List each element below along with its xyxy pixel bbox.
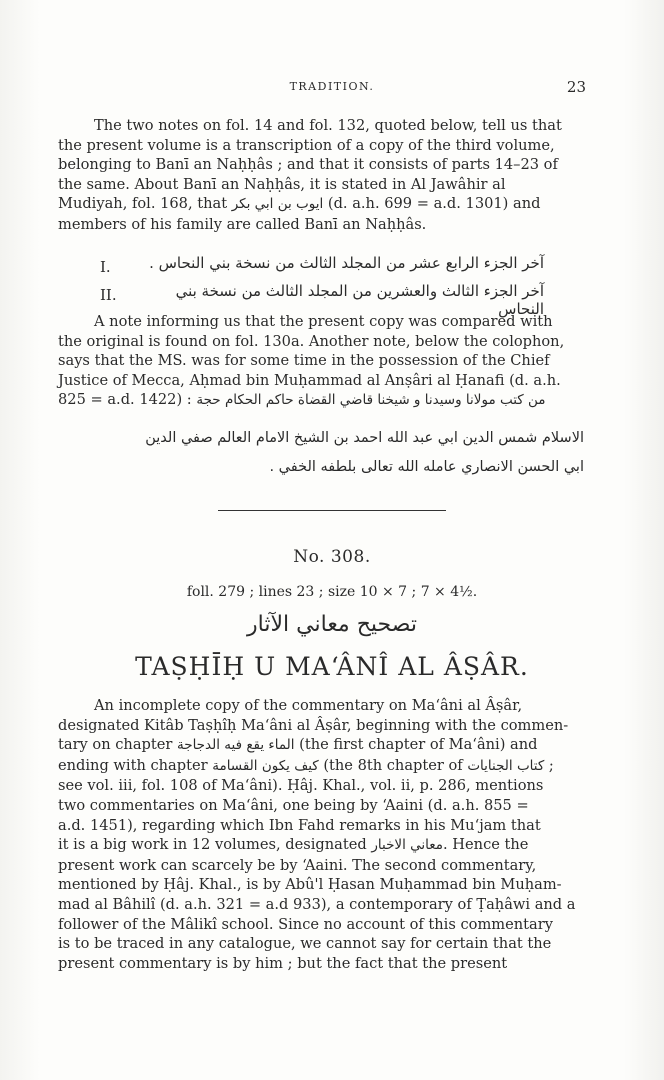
text-line: [58, 835, 584, 856]
text-fragment: ;: [544, 756, 554, 774]
text-line: [58, 756, 584, 777]
quoted-notes: [58, 254, 584, 318]
text-fragment: ending with chapter: [58, 756, 213, 774]
paragraph-entry-description: [58, 696, 584, 973]
arabic-chapter: كيف يكون القسامة: [212, 757, 319, 774]
text-fragment: (d. a.h. 699 = a.d. 1301) and: [323, 195, 541, 213]
entry-arabic-title: تصحيح معاني الآثار: [247, 612, 417, 637]
arabic-line: الاسلام شمس الدين ابي عبد الله احمد بن الشيخ الامام العالم صفي الدين: [145, 430, 584, 446]
text-fragment: (the first chapter of Ma‘âni) and: [294, 736, 538, 754]
text-line: the original is found on fol. 130a. Another note, below the colophon,: [58, 332, 565, 350]
text-line: members of his family are called Banī an Naḥḥâs.: [58, 215, 427, 233]
note-arabic: آخر الجزء الرابع عشر من المجلد الثالث من نسخة بني النحاس .: [149, 254, 544, 272]
text-line: Justice of Mecca, Aḥmad bin Muḥammad al Anṣâri al Ḥanafi (d. a.h.: [58, 371, 561, 389]
text-line: mentioned by Ḥâj. Khal., is by Abû'l Ḥasan Muḥammad bin Muḥam-: [58, 876, 562, 894]
text-line: [58, 194, 584, 215]
page-number: 23: [566, 78, 586, 96]
text-line: is to be traced in any catalogue, we cannot say for certain that the: [58, 935, 552, 953]
text-line: see vol. iii, fol. 108 of Ma‘âni). Ḥâj. Khal., vol. ii, p. 286, mentions: [58, 777, 544, 795]
running-head: [0, 78, 664, 98]
text-fragment: tary on chapter: [58, 736, 177, 754]
note-arabic: آخر الجزء الثالث والعشرين من المجلد الثالث من نسخة بني النحاس: [175, 282, 544, 318]
note-number: II.: [100, 286, 117, 304]
text-line: the present volume is a transcription of a copy of the third volume,: [58, 136, 555, 154]
arabic-title-ref: معاني الاخبار: [371, 837, 444, 854]
arabic-book: كتاب الجنايات: [467, 757, 545, 774]
text-line: The two notes on fol. 14 and fol. 132, quoted below, tell us that: [94, 117, 562, 134]
text-line: present commentary is by him ; but the fact that the present: [58, 954, 508, 972]
paragraph-collation-note: [58, 312, 584, 411]
arabic-line: ابي الحسن الانصاري عامله الله تعالى بلطفه الخفي .: [269, 459, 584, 475]
text-fragment: 825 = a.d. 1422) :: [58, 391, 197, 409]
text-line: A note informing us that the present copy was compared with: [94, 313, 553, 330]
section-divider: [218, 510, 446, 511]
note-row: [58, 282, 584, 318]
note-row: [58, 254, 584, 282]
text-line: [58, 390, 584, 411]
text-line: designated Kitâb Taṣḥîḥ Ma‘âni al Âṣâr, beginning with the commen-: [58, 716, 569, 734]
arabic-chapter: الماء يقع فيه الدجاجة: [176, 737, 295, 754]
paragraph-notes-intro: [58, 116, 584, 235]
entry-collation: foll. 279 ; lines 23 ; size 10 × 7 ; 7 × 4½.: [186, 584, 478, 600]
text-fragment: Mudiyah, fol. 168, that: [58, 195, 232, 213]
running-title: TRADITION.: [289, 80, 375, 93]
text-line: [58, 735, 584, 756]
arabic-ownership-note: [58, 424, 584, 482]
text-line: mad al Bâhilî (d. a.h. 321 = a.d 933), a contemporary of Ṭaḥâwi and a: [58, 895, 576, 913]
text-line: the same. About Banī an Naḥḥâs, it is stated in Al Jawâhir al: [58, 175, 506, 193]
note-number: I.: [100, 258, 111, 276]
text-line: present work can scarcely be by ‘Aaini. The second commentary,: [58, 856, 537, 874]
arabic-name: ايوب بن ابي بكر: [231, 196, 324, 213]
text-line: a.d. 1451), regarding which Ibn Fahd remarks in his Mu‘jam that: [58, 816, 541, 834]
text-line: says that the MS. was for some time in the possession of the Chief: [58, 352, 550, 370]
arabic-quote: من كتب مولانا وسيدنا و شيخنا قاضي القضاة حاكم الحكام حجة: [196, 392, 546, 409]
text-line: follower of the Mâlikî school. Since no account of this commentary: [58, 915, 553, 933]
text-fragment: (the 8th chapter of: [318, 756, 468, 774]
text-line: belonging to Banī an Naḥḥâs ; and that it consists of parts 14–23 of: [58, 156, 558, 174]
entry-number: No. 308.: [293, 547, 371, 567]
text-fragment: it is a big work in 12 volumes, designated: [58, 836, 372, 854]
text-line: two commentaries on Ma‘âni, one being by ‘Aaini (d. a.h. 855 =: [58, 796, 529, 814]
text-line: An incomplete copy of the commentary on Ma‘âni al Âṣâr,: [94, 697, 523, 714]
entry-title: TAṢḤĪḤ U MA‘ÂNÎ AL ÂṢÂR.: [135, 652, 529, 681]
text-fragment: . Hence the: [443, 836, 529, 854]
